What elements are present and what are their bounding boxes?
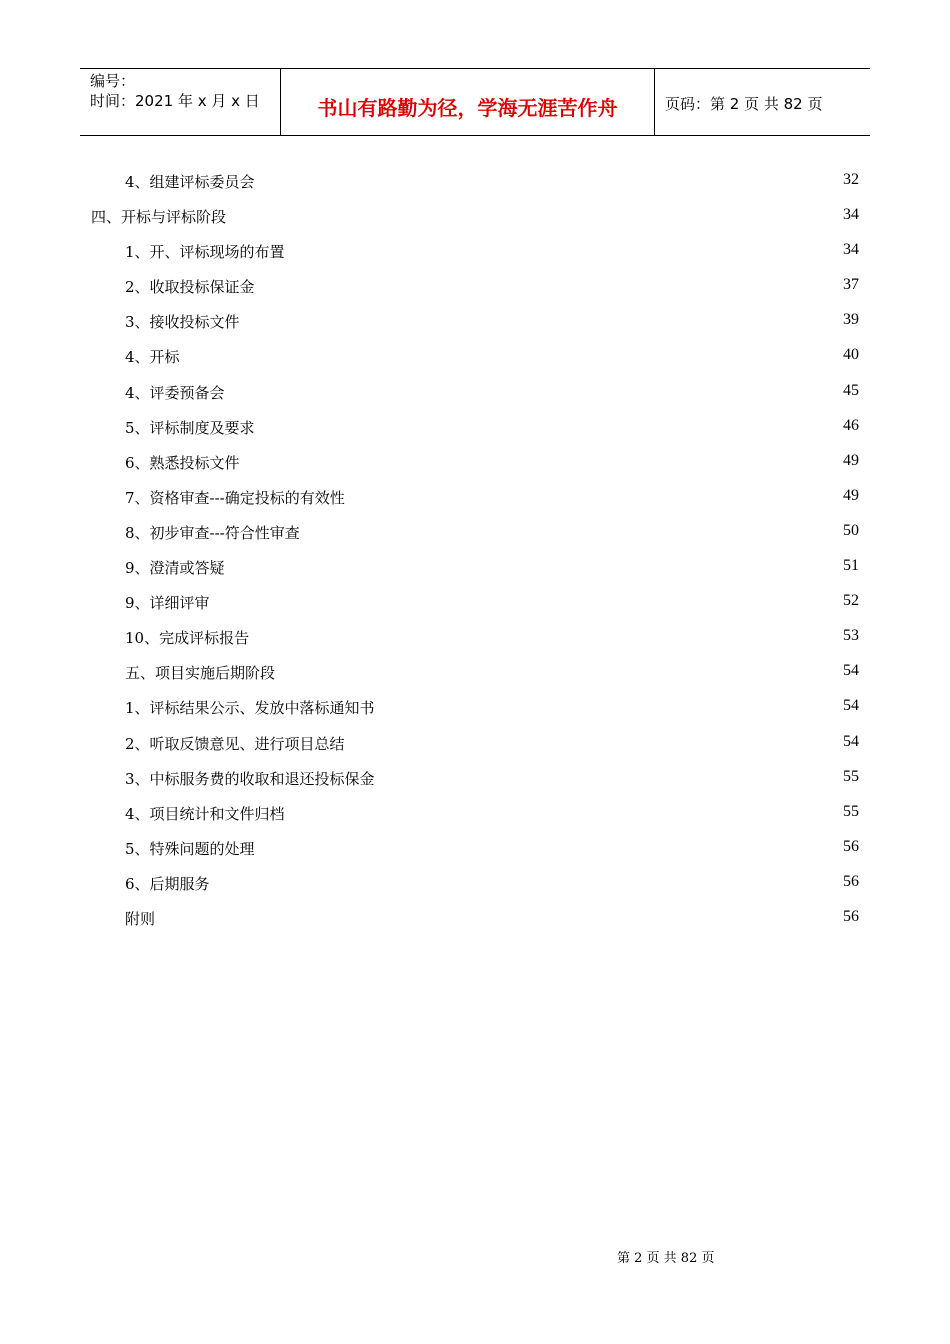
toc-entry-title: 4、项目统计和文件归档 xyxy=(125,804,285,823)
header-motto: 书山有路勤为径，学海无涯苦作舟 xyxy=(281,69,655,135)
toc-entry-title: 3、接收投标文件 xyxy=(125,313,240,332)
toc-entry-title: 1、评标结果公示、发放中落标通知书 xyxy=(125,699,375,718)
page-header xyxy=(80,68,870,136)
toc-entry-page: 39 xyxy=(843,311,859,329)
toc-entry-page: 54 xyxy=(843,662,859,680)
toc-entry-page: 32 xyxy=(843,171,859,188)
toc-entry-page: 49 xyxy=(843,451,859,469)
toc-entry-page: 52 xyxy=(843,592,859,610)
toc-entry xyxy=(0,654,950,689)
toc-entry xyxy=(0,514,950,549)
toc-entry xyxy=(0,338,950,373)
toc-entry xyxy=(0,198,950,233)
header-page-info: 页码：第 2 页 共 82 页 xyxy=(665,94,823,113)
toc-entry xyxy=(0,830,950,865)
toc-entry-page: 56 xyxy=(843,907,859,925)
toc-entry xyxy=(0,268,950,303)
toc-entry xyxy=(0,409,950,444)
toc-entry-page: 45 xyxy=(843,381,859,399)
document-time-label: 时间：2021 年 x 月 x 日 xyxy=(90,92,260,110)
toc-entry-title: 4、评委预备会 xyxy=(125,383,225,402)
toc-entry xyxy=(0,900,950,935)
toc-entry-page: 54 xyxy=(843,732,859,750)
toc-entry-title: 5、评标制度及要求 xyxy=(125,418,255,437)
toc-entry xyxy=(0,163,950,198)
toc-entry-title: 6、后期服务 xyxy=(125,874,210,893)
toc-entry-page: 55 xyxy=(843,767,859,785)
toc-entry-title: 5、特殊问题的处理 xyxy=(125,839,255,858)
toc-entry xyxy=(0,619,950,654)
toc-entry-page: 37 xyxy=(843,276,859,294)
toc-entry-page: 46 xyxy=(843,416,859,434)
toc-entry-title: 6、熟悉投标文件 xyxy=(125,453,240,472)
toc-entry-page: 54 xyxy=(843,697,859,715)
toc-entry-title: 2、听取反馈意见、进行项目总结 xyxy=(125,734,345,753)
toc-entry-title: 4、组建评标委员会 xyxy=(125,173,255,191)
toc-entry-page: 50 xyxy=(843,521,859,539)
page-footer: 第 2 页 共 82 页 xyxy=(617,1251,715,1266)
toc-entry xyxy=(0,374,950,409)
table-of-contents xyxy=(0,163,950,935)
toc-entry xyxy=(0,584,950,619)
toc-entry-title: 8、初步审查---符合性审查 xyxy=(125,523,300,542)
toc-entry-title: 9、详细评审 xyxy=(125,594,210,613)
toc-entry-title: 四、开标与评标阶段 xyxy=(91,208,227,227)
toc-entry-page: 53 xyxy=(843,627,859,645)
toc-entry-page: 34 xyxy=(843,241,859,259)
toc-entry-title: 10、完成评标报告 xyxy=(125,629,250,648)
toc-entry xyxy=(0,479,950,514)
toc-entry-title: 4、开标 xyxy=(125,348,180,367)
toc-entry-page: 56 xyxy=(843,837,859,855)
toc-entry xyxy=(0,795,950,830)
toc-entry xyxy=(0,549,950,584)
toc-entry-title: 2、收取投标保证金 xyxy=(125,278,255,297)
toc-entry-title: 9、澄清或答疑 xyxy=(125,559,225,578)
toc-entry-title: 1、开、评标现场的布置 xyxy=(125,243,285,262)
toc-entry-page: 56 xyxy=(843,872,859,890)
toc-entry xyxy=(0,865,950,900)
toc-entry xyxy=(0,303,950,338)
toc-entry-title: 7、资格审查---确定投标的有效性 xyxy=(125,488,345,507)
header-meta xyxy=(80,69,281,135)
toc-entry-title: 附则 xyxy=(125,909,156,928)
toc-entry xyxy=(0,760,950,795)
toc-entry-page: 51 xyxy=(843,557,859,575)
toc-entry-page: 55 xyxy=(843,802,859,820)
toc-entry-title: 3、中标服务费的收取和退还投标保金 xyxy=(125,769,375,788)
toc-entry xyxy=(0,444,950,479)
toc-entry xyxy=(0,689,950,724)
toc-entry-page: 49 xyxy=(843,486,859,504)
toc-entry-title: 五、项目实施后期阶段 xyxy=(125,664,276,683)
toc-entry xyxy=(0,725,950,760)
toc-entry-page: 34 xyxy=(843,206,859,224)
toc-entry xyxy=(0,233,950,268)
toc-entry-page: 40 xyxy=(843,346,859,364)
document-number-label: 编号： xyxy=(90,72,136,90)
